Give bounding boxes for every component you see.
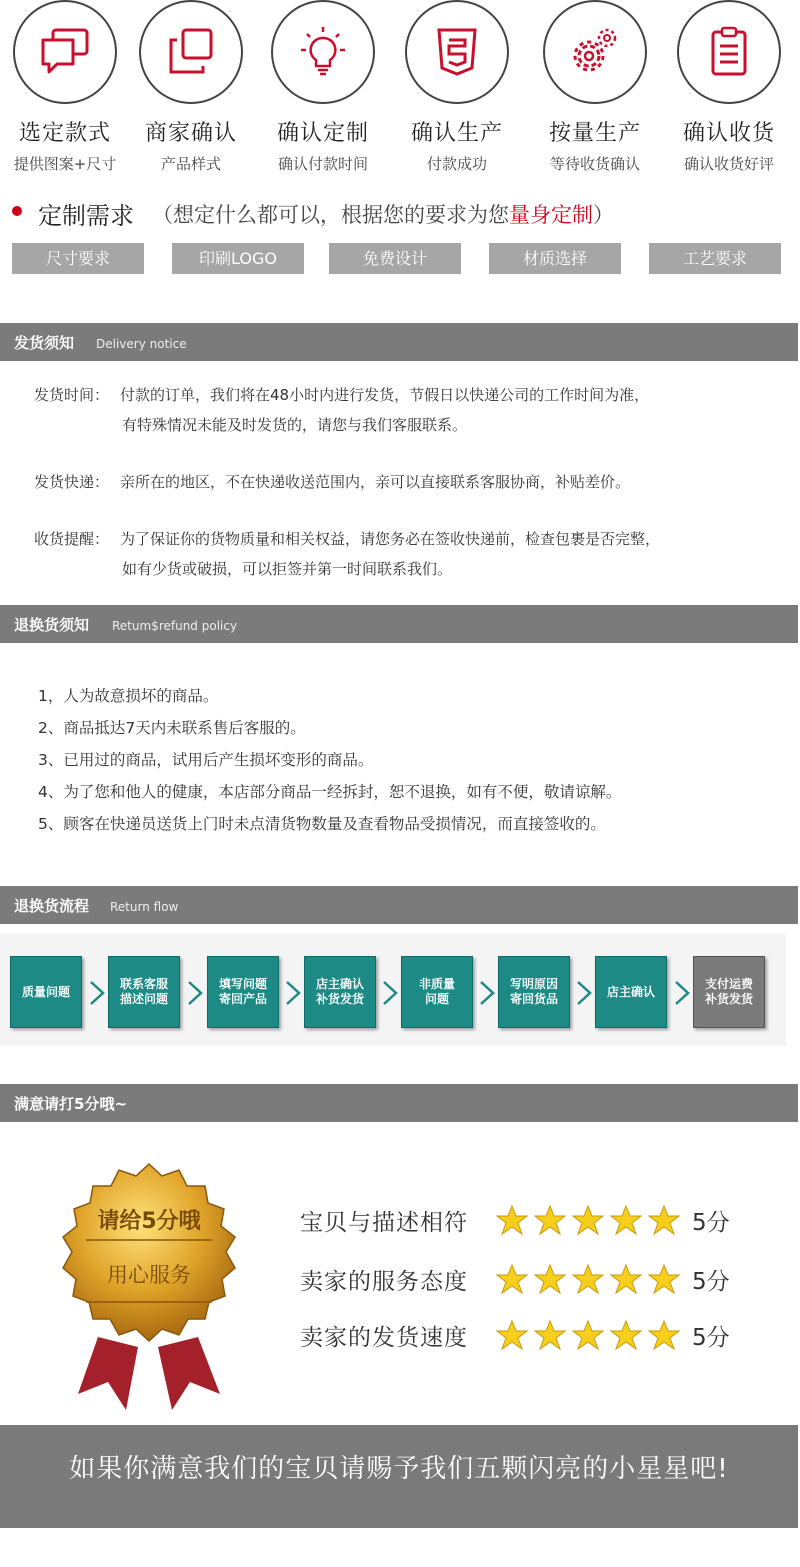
step-confirm-production [392,0,522,174]
delivery-title-en: Delivery notice [96,337,187,351]
tag-craft[interactable]: 工艺要求 [649,243,781,274]
step-title: 确认生产 [410,121,503,146]
rating-score: 5分 [692,1324,730,1351]
medal-line1: 请给5分哦 [97,1209,201,1234]
star-rating[interactable] [496,1319,680,1351]
custom-heading: 定制需求 [38,202,134,230]
flow-step-label: 联系客服 描述问题 [119,977,168,1006]
flow-step-label: 写明原因 寄回货品 [509,977,558,1006]
notice-label: 收货提醒： [34,530,110,548]
step-subtitle: 产品样式 [160,155,221,173]
star-rating[interactable] [496,1204,680,1236]
returns-list [38,680,621,840]
flow-title-cn: 退换货流程 [14,897,90,915]
step-mass-production [530,0,660,174]
step-circle [677,0,781,104]
star-rating[interactable] [496,1263,680,1295]
step-title: 选定款式 [18,121,111,146]
list-item: 5、顾客在快递员送货上门时未点清货物数量及查看物品受损情况，而直接签收的。 [38,815,606,833]
rating-row-description [300,1200,730,1240]
star-icon [572,1263,604,1295]
star-icon [572,1319,604,1351]
gears-icon [567,24,623,80]
star-icon [648,1319,680,1351]
chevron-right-icon [89,980,105,1006]
notice-label: 发货快递： [34,473,110,491]
list-item: 4、为了您和他人的健康，本店部分商品一经拆封，恕不退换，如有不便，敬请谅解。 [38,783,622,801]
rating-label: 卖家的发货速度 [300,1324,468,1351]
bullet-dot [12,206,22,216]
step-confirm-receipt [664,0,794,174]
star-icon [648,1204,680,1236]
rating-score: 5分 [692,1268,730,1295]
step-subtitle: 等待收货确认 [549,155,640,173]
step-circle [405,0,509,104]
list-item: 2、商品抵达7天内未联系售后客服的。 [38,719,306,737]
step-subtitle: 确认付款时间 [277,155,368,173]
flow-step-pay-shipping [693,956,765,1028]
star-icon [610,1319,642,1351]
star-icon [572,1204,604,1236]
chevron-right-icon [576,980,592,1006]
step-subtitle: 付款成功 [426,155,487,173]
step-title: 确认收货 [682,121,775,146]
delivery-courier [34,467,630,497]
step-circle [139,0,243,104]
clipboard-icon [701,24,757,80]
process-steps [0,0,800,180]
chat-bubbles-icon [37,24,93,80]
star-icon [496,1263,528,1295]
footer-banner: 如果你满意我们的宝贝请赐予我们五颗闪亮的小星星吧! [0,1425,798,1528]
notice-text: 付款的订单，我们将在48小时内进行发货，节假日以快递公司的工作时间为准， [120,386,650,404]
rating-row-shipping [300,1315,730,1355]
rating-header [0,1084,798,1122]
star-icon [496,1204,528,1236]
custom-desc-prefix: （想定什么都可以，根据您的要求为您 [152,202,509,227]
return-flow [0,934,786,1046]
custom-desc [152,203,614,227]
flow-step-state-reason [498,956,570,1028]
step-title: 确认定制 [276,121,369,146]
requirement-tags [12,243,788,275]
medal-line2: 用心服务 [107,1263,191,1287]
flow-header [0,886,798,924]
chevron-right-icon [382,980,398,1006]
flow-step-label: 支付运费 补货发货 [704,977,753,1006]
medal-badge [38,1162,260,1412]
chevron-right-icon [285,980,301,1006]
chevron-right-icon [187,980,203,1006]
custom-requirements [12,196,792,231]
chevron-right-icon [674,980,690,1006]
list-item: 1，人为故意损坏的商品。 [38,687,219,705]
step-title: 商家确认 [144,121,237,146]
notice-label: 发货时间： [34,386,110,404]
step-confirm-custom [258,0,388,174]
step-subtitle: 提供图案+尺寸 [13,155,117,173]
medal-icon [38,1162,260,1412]
step-subtitle: 确认收货好评 [683,155,774,173]
tag-free-design[interactable]: 免费设计 [329,243,461,274]
star-icon [534,1319,566,1351]
flow-step-fill-return [207,956,279,1028]
custom-desc-highlight: 量身定制 [509,202,593,227]
star-icon [610,1263,642,1295]
rating-label: 卖家的服务态度 [300,1268,468,1295]
delivery-reminder [34,524,660,584]
list-item: 3、已用过的商品，试用后产生损坏变形的商品。 [38,751,374,769]
flow-step-contact-service [108,956,180,1028]
step-circle [543,0,647,104]
notice-text-line2: 有特殊情况未能及时发货的，请您与我们客服联系。 [122,416,468,434]
star-icon [610,1204,642,1236]
flow-step-label: 填写问题 寄回产品 [218,977,267,1006]
step-select-style [0,0,130,174]
copy-squares-icon [163,24,219,80]
rating-title: 满意请打5分哦~ [14,1095,128,1113]
step-merchant-confirm [126,0,256,174]
chevron-right-icon [479,980,495,1006]
returns-title-en: Retum$refund policy [112,619,238,633]
delivery-time [34,380,649,440]
flow-step-owner-confirm-ship [304,956,376,1028]
step-circle [271,0,375,104]
tag-logo-print[interactable]: 印刷LOGO [172,243,304,274]
notice-text: 为了保证你的货物质量和相关权益，请您务必在签收快递前，检查包裹是否完整， [120,530,661,548]
lightbulb-icon [295,24,351,80]
flow-step-owner-confirm: 店主确认 [595,956,667,1028]
html5-shield-icon [429,24,485,80]
notice-text-line2: 如有少货或破损，可以拒签并第一时间联系我们。 [122,560,453,578]
tag-size[interactable]: 尺寸要求 [12,243,144,274]
delivery-title-cn: 发货须知 [14,334,75,352]
tag-material[interactable]: 材质选择 [489,243,621,274]
flow-step-non-quality [401,956,473,1028]
star-icon [534,1263,566,1295]
star-icon [496,1319,528,1351]
step-title: 按量生产 [548,121,641,146]
star-icon [648,1263,680,1295]
custom-desc-suffix: ） [593,202,614,227]
star-icon [534,1204,566,1236]
notice-text: 亲所在的地区，不在快递收送范围内，亲可以直接联系客服协商，补贴差价。 [120,473,631,491]
flow-title-en: Return flow [110,900,179,914]
step-circle [13,0,117,104]
returns-header [0,605,798,643]
rating-label: 宝贝与描述相符 [300,1209,468,1236]
flow-step-quality-issue: 质量问题 [10,956,82,1028]
flow-step-label: 店主确认 补货发货 [315,977,364,1006]
rating-score: 5分 [692,1209,730,1236]
rating-row-service [300,1259,730,1299]
flow-step-label: 非质量 问题 [418,977,455,1006]
delivery-header [0,323,798,361]
returns-title-cn: 退换货须知 [14,616,90,634]
